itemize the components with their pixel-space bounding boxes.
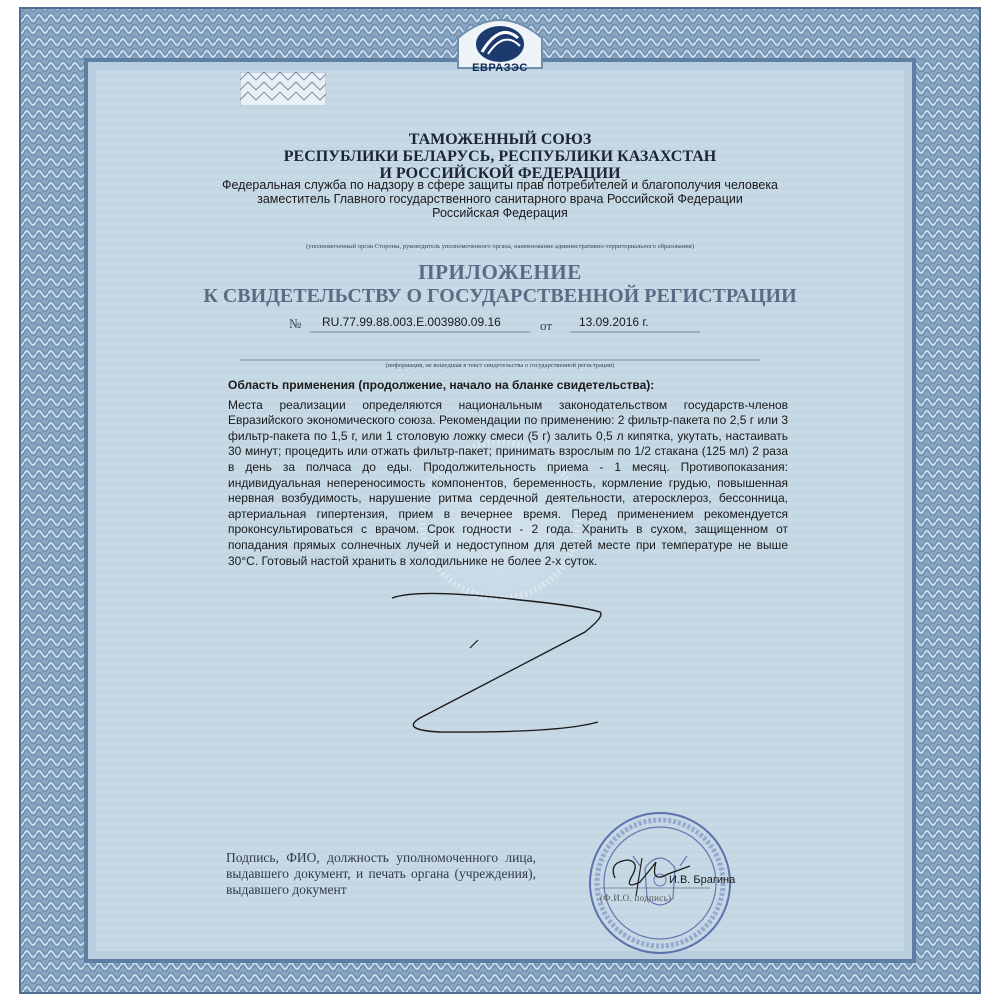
registration-number: RU.77.99.88.003.E.003980.09.16 (322, 315, 501, 329)
union-line-1: ТАМОЖЕННЫЙ СОЮЗ (408, 131, 592, 148)
date-prefix: от (540, 318, 553, 333)
registration-date: 13.09.2016 г. (579, 315, 649, 329)
union-line-3: И РОССИЙСКОЙ ФЕДЕРАЦИИ (379, 165, 621, 182)
scope-section (228, 378, 788, 569)
info-note: (информация, не вошедшая в текст свидетельства о государственной регистрации) (385, 362, 615, 369)
document-title: ПРИЛОЖЕНИЕ (418, 260, 582, 284)
logo-caption: ЕВРАЗЭС (472, 62, 528, 74)
union-line-2: РЕСПУБЛИКИ БЕЛАРУСЬ, РЕСПУБЛИКИ КАЗАХСТАН (283, 148, 717, 165)
number-sign: № (289, 316, 302, 331)
agency-line-2: заместитель Главного государственного санитарного врача Российской Федерации (257, 192, 743, 206)
agency-line-1: Федеральная служба по надзору в сфере защиты прав потребителей и благополучия человека (221, 178, 779, 192)
signature-label: Подпись, ФИО, должность уполномоченного лица, выдавшего документ, и печать органа (учреждения), выдавшего документ (226, 850, 536, 897)
customs-union-heading (120, 131, 880, 182)
authority-note: (уполномоченный орган Стороны, руководитель уполномоченного органа, наименование административно-территориального образования) (306, 243, 694, 250)
scope-heading: Область применения (продолжение, начало на бланке свидетельства): (228, 378, 655, 392)
hologram-mark (240, 72, 326, 106)
agency-block (120, 178, 880, 220)
fio-note: (Ф.И.О. подпись) (600, 893, 672, 903)
document-subtitle: К СВИДЕТЕЛЬСТВУ О ГОСУДАРСТВЕННОЙ РЕГИСТРАЦИИ (203, 285, 797, 307)
scope-text: Места реализации определяются национальным законодательством государств-членов Евразийского экономического союза. Рекомендации по применению: 2 фильтр-пакета по 2,5 г или 3 фильтр-пакета по 1,5 г, или 1 столовую ложку смеси (5 г) залить 0,5 л кипятка, укутать, настаивать 30 минут; процедить или отжать фильтр-пакет; принимать взрослым по 1/2 стакана (125 мл) 2 раза в день за полчаса до еды. Продолжительность приема - 1 месяц. Противопоказания: индивидуальная непереносимость компонентов, беременность, кормление грудью, повышенная нервная возбудимость, нарушение ритма сердечной деятельности, атеросклероз, бессонница, артериальная гипертензия, прием в вечернее время. Перед применением рекомендуется проконсультироваться с врачом. Срок годности - 2 года. Хранить в сухом, защищенном от попадания прямых солнечных лучей и недоступном для детей месте при температуре не выше 30°С. Готовый настой хранить в холодильнике не более 2-х суток. (228, 397, 788, 568)
signer-name: И.В. Брагина (669, 874, 736, 886)
agency-line-3: Российская Федерация (432, 206, 568, 220)
